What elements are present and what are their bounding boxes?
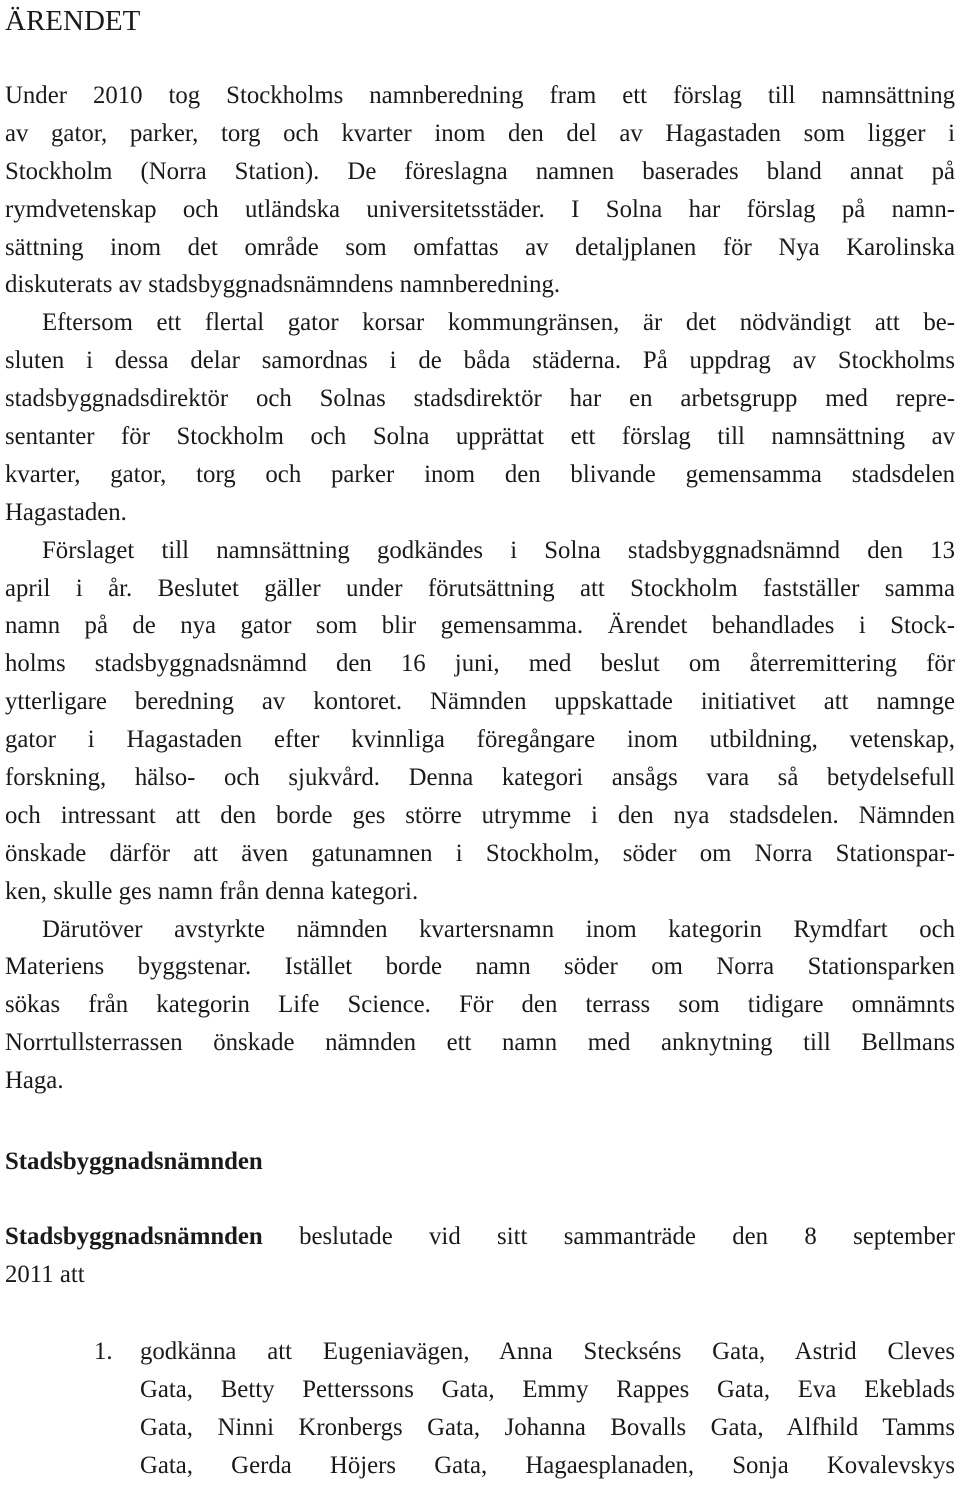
text-line: gator i Hagastaden efter kvinnliga föregångare inom utbildning, vetenskap, <box>5 726 955 754</box>
text-line: april i år. Beslutet gäller under förutsättning att Stockholm fastställer samma <box>5 574 955 602</box>
text-line: ken, skulle ges namn från denna kategori. <box>5 877 419 905</box>
text-line: forskning, hälso- och sjukvård. Denna kategori ansågs vara så betydelsefull <box>5 764 955 792</box>
list-item-line: godkänna att Eugeniavägen, Anna Steckséns Gata, Astrid Cleves <box>140 1338 955 1365</box>
section-heading: Stadsbyggnadsnämnden <box>5 1148 263 1175</box>
text-line: namn på de nya gator som blir gemensamma. Ärendet behandlades i Stock- <box>5 612 955 640</box>
list-item-number: 1. <box>94 1338 113 1365</box>
text-line: stadsbyggnadsdirektör och Solnas stadsdirektör har en arbetsgrupp med repre- <box>5 385 955 413</box>
text-line: Eftersom ett flertal gator korsar kommungränsen, är det nödvändigt att be- <box>42 309 955 337</box>
text-line: holms stadsbyggnadsnämnd den 16 juni, med beslut om återremittering för <box>5 650 955 678</box>
text-line: sökas från kategorin Life Science. För den terrass som tidigare omnämnts <box>5 991 955 1019</box>
text-line: önskade därför att även gatunamnen i Stockholm, söder om Norra Stationspar- <box>5 839 955 867</box>
body-text <box>5 77 955 1100</box>
decision-paragraph <box>5 1218 955 1294</box>
list-item-text <box>140 1333 955 1485</box>
text-line: Hagastaden. <box>5 498 127 526</box>
text-line: av gator, parker, torg och kvarter inom den del av Hagastaden som ligger i <box>5 119 955 147</box>
text-line: ytterligare beredning av kontoret. Nämnden uppskattade initiativet att namnge <box>5 688 955 716</box>
text-line: sluten i dessa delar samordnas i de båda städerna. På uppdrag av Stockholms <box>5 347 955 375</box>
text-line: Norrtullsterrassen önskade nämnden ett namn med anknytning till Bellmans <box>5 1029 955 1057</box>
text-line: Materiens byggstenar. Istället borde namn söder om Norra Stationsparken <box>5 953 955 981</box>
text-line: sättning inom det område som omfattas av detaljplanen för Nya Karolinska <box>5 233 955 261</box>
text-line: Haga. <box>5 1067 64 1095</box>
text-line: Stockholm (Norra Station). De föreslagna namnen baserades bland annat på <box>5 157 955 185</box>
text-line: diskuterats av stadsbyggnadsnämndens namnberedning. <box>5 271 561 299</box>
decision-line <box>5 1218 955 1256</box>
text-line: Förslaget till namnsättning godkändes i Solna stadsbyggnadsnämnd den 13 <box>42 536 955 564</box>
list-item-line: Gata, Ninni Kronbergs Gata, Johanna Bovalls Gata, Alfhild Tamms <box>140 1414 955 1441</box>
text-line: Därutöver avstyrkte nämnden kvartersnamn inom kategorin Rymdfart och <box>42 915 955 943</box>
decision-lead: Stadsbyggnadsnämnden <box>5 1223 263 1250</box>
list-item-line: Gata, Betty Petterssons Gata, Emmy Rappes Gata, Eva Ekeblads <box>140 1376 955 1403</box>
decision-line-rest: beslutade vid sitt sammanträde den 8 september <box>262 1223 955 1250</box>
page-title: ÄRENDET <box>5 5 141 37</box>
text-line: sentanter för Stockholm och Solna upprättat ett förslag till namnsättning av <box>5 423 955 451</box>
text-line: och intressant att den borde ges större utrymme i den nya stadsdelen. Nämnden <box>5 801 955 829</box>
decision-line: 2011 att <box>5 1261 85 1288</box>
text-line: rymdvetenskap och utländska universitetsstäder. I Solna har förslag på namn- <box>5 195 955 223</box>
list-item-line: Gata, Gerda Höjers Gata, Hagaesplanaden, Sonja Kovalevskys <box>140 1452 955 1479</box>
text-line: kvarter, gator, torg och parker inom den blivande gemensamma stadsdelen <box>5 460 955 488</box>
text-line: Under 2010 tog Stockholms namnberedning fram ett förslag till namnsättning <box>5 82 955 109</box>
